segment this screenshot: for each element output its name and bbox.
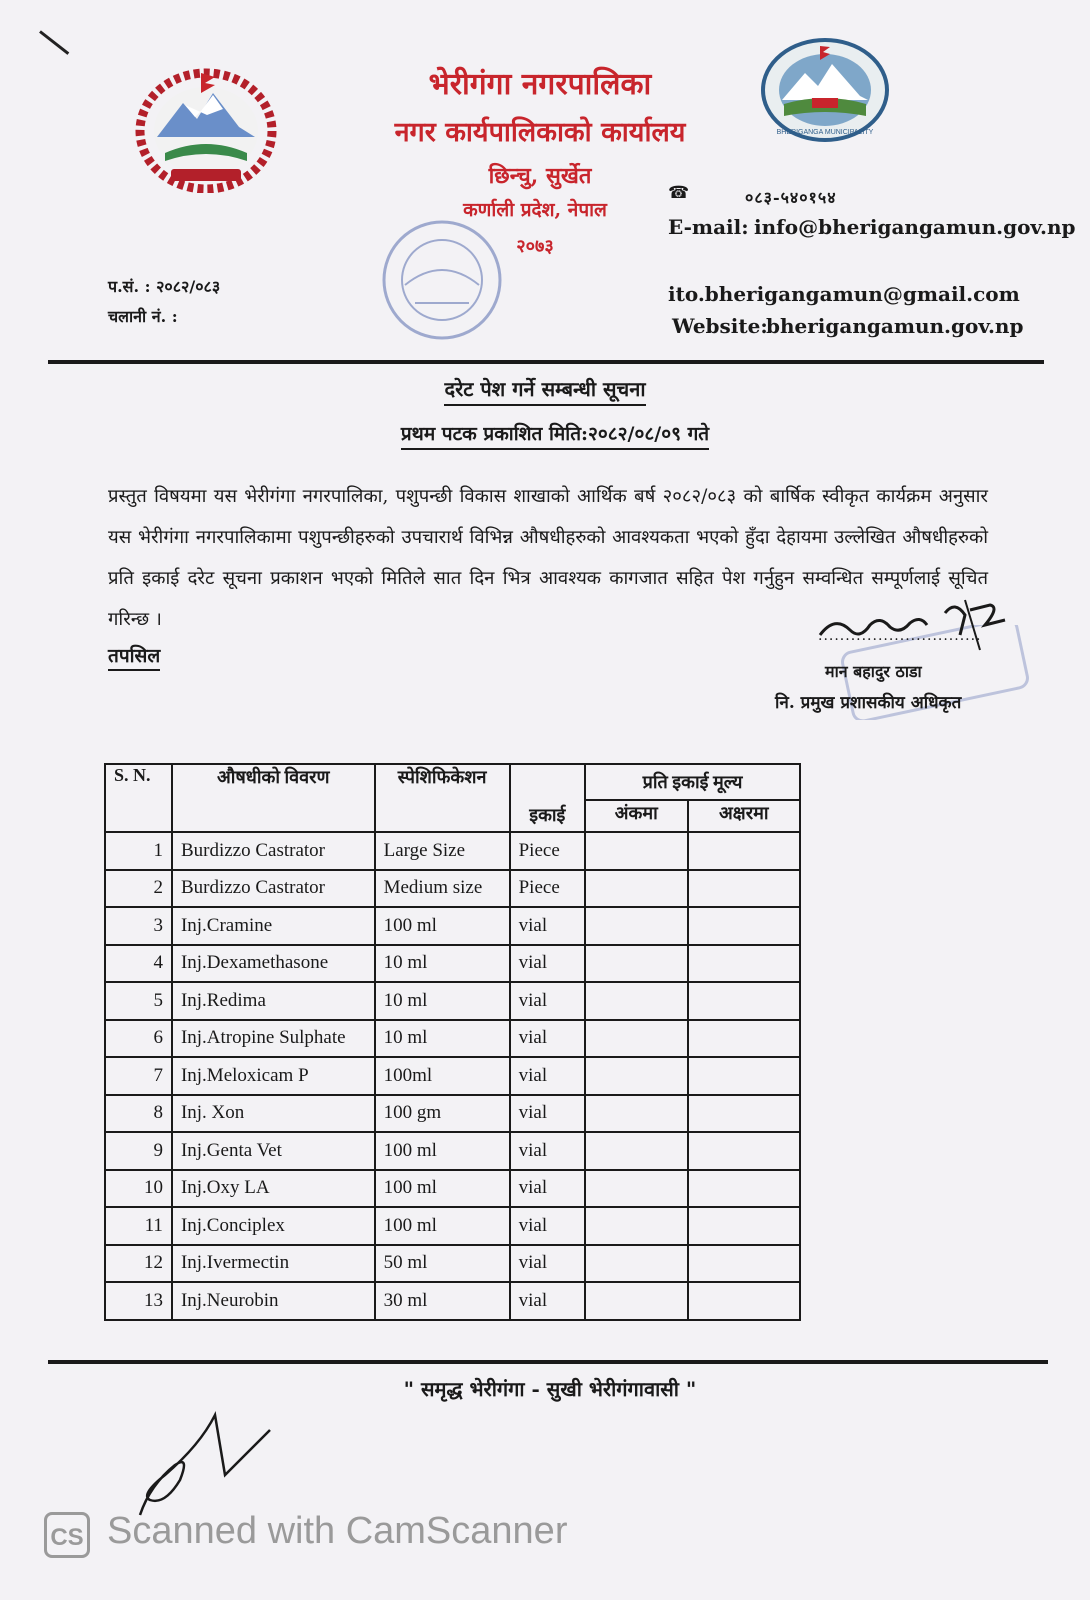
table-row: [105, 907, 800, 945]
cell-unit: vial: [510, 907, 585, 945]
cell-in-words: [688, 1057, 800, 1095]
header-description: औषधीको विवरण: [172, 764, 375, 832]
cell-in-words: [688, 1132, 800, 1170]
header-divider: [48, 360, 1044, 364]
cell-in-words: [688, 1207, 800, 1245]
website-label: Website:: [672, 314, 768, 338]
table-row: [105, 1057, 800, 1095]
annex-label: तपसिल: [108, 642, 160, 668]
reference-number: प.सं. : २०८२/०८३: [108, 277, 221, 296]
cell-sn: 9: [105, 1132, 172, 1170]
cell-in-figures: [585, 1282, 688, 1320]
address-city: छिन्चु, सुर्खेत: [488, 163, 592, 189]
cell-sn: 1: [105, 832, 172, 870]
address-year: २०७३: [516, 236, 554, 257]
cell-in-words: [688, 1245, 800, 1283]
cell-description: Inj.Atropine Sulphate: [172, 1020, 375, 1058]
cell-in-figures: [585, 870, 688, 908]
cell-description: Inj.Oxy LA: [172, 1170, 375, 1208]
cell-description: Inj.Redima: [172, 982, 375, 1020]
table-row: [105, 1095, 800, 1133]
cell-in-figures: [585, 982, 688, 1020]
website-address: bherigangamun.gov.np: [766, 314, 1024, 338]
table-row: [105, 1170, 800, 1208]
cell-specification: 100 ml: [375, 907, 510, 945]
table-row: [105, 982, 800, 1020]
signatory-title: नि. प्रमुख प्रशासकीय अधिकृत: [775, 693, 962, 713]
email-address-alt: ito.bherigangamun@gmail.com: [668, 282, 1020, 306]
cell-in-figures: [585, 1170, 688, 1208]
cell-description: Inj.Cramine: [172, 907, 375, 945]
cell-in-figures: [585, 1020, 688, 1058]
cell-sn: 13: [105, 1282, 172, 1320]
footer-divider: [48, 1360, 1048, 1364]
header-in-figures: अंकमा: [585, 800, 688, 832]
cell-sn: 8: [105, 1095, 172, 1133]
svg-text:BHERIGANGA MUNICIPALITY: BHERIGANGA MUNICIPALITY: [776, 129, 874, 136]
cell-sn: 6: [105, 1020, 172, 1058]
cell-description: Inj. Xon: [172, 1095, 375, 1133]
header-in-words: अक्षरमा: [688, 800, 800, 832]
signatory-name: मान बहादुर ठाडा: [825, 662, 922, 681]
cell-in-figures: [585, 1132, 688, 1170]
notice-title: दरेट पेश गर्ने सम्बन्धी सूचना: [0, 375, 1090, 402]
cell-specification: 100 gm: [375, 1095, 510, 1133]
cell-unit: vial: [510, 1207, 585, 1245]
table-row: [105, 1207, 800, 1245]
medicine-table: [104, 763, 801, 1321]
cell-in-figures: [585, 1057, 688, 1095]
cell-specification: 100 ml: [375, 1207, 510, 1245]
cell-in-figures: [585, 945, 688, 983]
email-address: info@bherigangamun.gov.np: [754, 215, 1076, 239]
address-province: कर्णाली प्रदेश, नेपाल: [463, 199, 607, 221]
cell-unit: vial: [510, 1245, 585, 1283]
cell-unit: vial: [510, 1020, 585, 1058]
org-name: भेरीगंगा नगरपालिका: [428, 67, 652, 102]
cell-description: Burdizzo Castrator: [172, 832, 375, 870]
cell-unit: vial: [510, 1057, 585, 1095]
nepal-emblem-icon: [135, 65, 277, 193]
cell-in-words: [688, 982, 800, 1020]
office-name: नगर कार्यपालिकाको कार्यालय: [394, 117, 686, 148]
cell-sn: 3: [105, 907, 172, 945]
footer-slogan: " समृद्ध भेरीगंगा - सुखी भेरीगंगावासी ": [403, 1377, 697, 1401]
header-specification: स्पेशिफिकेशन: [375, 764, 510, 832]
cell-unit: Piece: [510, 870, 585, 908]
cell-unit: vial: [510, 1282, 585, 1320]
signature-icon: [815, 595, 1015, 655]
phone-icon: ☎: [668, 183, 690, 203]
cell-description: Inj.Genta Vet: [172, 1132, 375, 1170]
cell-in-words: [688, 1020, 800, 1058]
signature-line: ..............................: [818, 628, 982, 644]
table-row: [105, 945, 800, 983]
cell-description: Inj.Neurobin: [172, 1282, 375, 1320]
cell-in-words: [688, 907, 800, 945]
cell-in-figures: [585, 907, 688, 945]
table-row: [105, 1245, 800, 1283]
cell-specification: Medium size: [375, 870, 510, 908]
table-row: [105, 1132, 800, 1170]
corner-mark: [39, 30, 69, 55]
cell-sn: 5: [105, 982, 172, 1020]
cell-description: Inj.Ivermectin: [172, 1245, 375, 1283]
cell-sn: 11: [105, 1207, 172, 1245]
dispatch-number: चलानी नं. :: [108, 307, 178, 326]
cell-description: Burdizzo Castrator: [172, 870, 375, 908]
table-row: [105, 870, 800, 908]
cell-specification: 10 ml: [375, 982, 510, 1020]
cell-unit: vial: [510, 1132, 585, 1170]
cell-sn: 2: [105, 870, 172, 908]
cell-specification: Large Size: [375, 832, 510, 870]
cell-specification: 50 ml: [375, 1245, 510, 1283]
cell-description: Inj.Dexamethasone: [172, 945, 375, 983]
table-row: [105, 1020, 800, 1058]
header-sn: S. N.: [105, 764, 172, 832]
cell-unit: vial: [510, 1170, 585, 1208]
email-label: E-mail:: [668, 215, 749, 239]
camscanner-watermark: Scanned with CamScanner: [107, 1510, 568, 1552]
header-unit: इकाई: [510, 764, 585, 832]
cell-in-words: [688, 1170, 800, 1208]
cell-description: Inj.Meloxicam P: [172, 1057, 375, 1095]
cell-specification: 100 ml: [375, 1170, 510, 1208]
cell-in-figures: [585, 832, 688, 870]
camscanner-logo-icon: CS: [44, 1512, 90, 1558]
header-unit-price: प्रति इकाई मूल्य: [585, 764, 800, 800]
cell-specification: 10 ml: [375, 1020, 510, 1058]
cell-specification: 100 ml: [375, 1132, 510, 1170]
cell-in-words: [688, 1282, 800, 1320]
initials-signature-icon: [120, 1405, 290, 1525]
table-row: [105, 832, 800, 870]
cell-sn: 10: [105, 1170, 172, 1208]
table-row: [105, 1282, 800, 1320]
municipality-seal-icon: [760, 38, 890, 143]
published-date: प्रथम पटक प्रकाशित मिति:२०८२/०८/०९ गते: [0, 420, 1090, 446]
cell-in-figures: [585, 1245, 688, 1283]
phone-number: ०८३-५४०१५४: [745, 188, 837, 207]
cell-specification: 100ml: [375, 1057, 510, 1095]
cell-unit: vial: [510, 982, 585, 1020]
cell-in-figures: [585, 1207, 688, 1245]
cell-in-words: [688, 832, 800, 870]
cell-in-words: [688, 945, 800, 983]
cell-in-figures: [585, 1095, 688, 1133]
cell-in-words: [688, 870, 800, 908]
cell-unit: Piece: [510, 832, 585, 870]
cell-specification: 30 ml: [375, 1282, 510, 1320]
cell-sn: 12: [105, 1245, 172, 1283]
cell-description: Inj.Conciplex: [172, 1207, 375, 1245]
cell-sn: 7: [105, 1057, 172, 1095]
cell-in-words: [688, 1095, 800, 1133]
cell-unit: vial: [510, 945, 585, 983]
notice-body: प्रस्तुत विषयमा यस भेरीगंगा नगरपालिका, पशुपन्छी विकास शाखाको आर्थिक बर्ष २०८२/०८३ को बार्षिक स्वीकृत कार्यक्रम अनुसार यस भेरीगंगा नगरपालिकामा पशुपन्छीहरुको उपचारार्थ विभिन्न औषधीहरुको आवश्यकता भएको हुँदा देहायमा उल्लेखित औषधीहरुको प्रति इकाई दरेट सूचना प्रकाशन भएको मितिले सात दिन भित्र आवश्यक कागजात सहित पेश गर्नुहुन सम्वन्धित सम्पूर्णलाई सूचित गरिन्छ ।: [108, 486, 988, 630]
cell-specification: 10 ml: [375, 945, 510, 983]
cell-sn: 4: [105, 945, 172, 983]
cell-unit: vial: [510, 1095, 585, 1133]
